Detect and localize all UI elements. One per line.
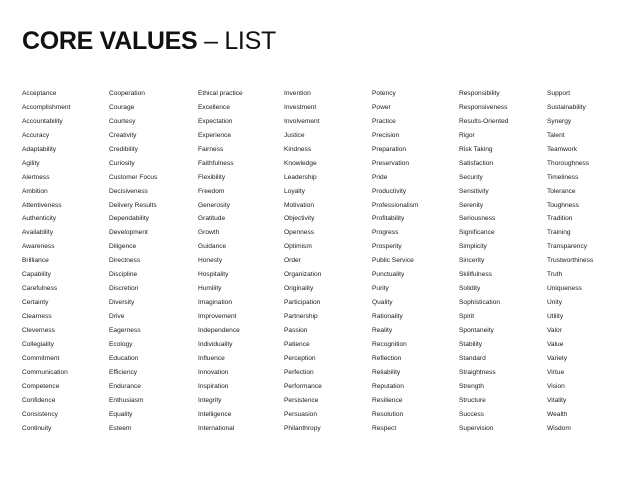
value-item: Sensitivity [459,187,489,195]
value-item: Valor [547,326,562,334]
title-main: CORE VALUES [22,27,198,55]
value-item: Humility [198,285,222,293]
value-item: Responsiveness [459,103,508,111]
value-item: Wisdom [547,424,571,432]
value-item: Spirit [459,313,475,320]
value-item: Punctuality [372,271,405,279]
value-item: Rationality [372,313,403,320]
values-row [22,394,632,408]
value-item: Public Service [372,257,414,265]
values-row [22,408,632,422]
values-row [22,310,632,324]
value-item: Profitability [372,215,405,223]
value-item: Security [459,173,483,181]
value-item: Leadership [284,173,317,181]
value-item: Cleverness [22,326,55,334]
value-item: Ecology [109,340,133,348]
value-item: Honesty [198,257,223,265]
value-item: Continuity [22,424,52,432]
value-item: Productivity [372,187,407,195]
value-item: Clearness [22,313,52,320]
value-item: Endurance [109,382,141,390]
value-item: Progress [372,229,399,237]
value-item: Credibility [109,145,138,153]
value-item: Participation [284,299,321,307]
value-item: Quality [372,299,393,307]
value-item: Certainty [22,299,49,307]
value-item: Significance [459,229,495,237]
value-item: Optimism [284,243,312,251]
value-item: Innovation [198,368,229,376]
value-item: Standard [459,354,486,362]
value-item: Simplicity [459,243,487,251]
value-item: Strength [459,382,484,390]
value-item: Agility [22,159,40,167]
value-item: Commitment [22,354,60,362]
value-item: Resolution [372,410,404,418]
value-item: Reflection [372,354,402,362]
value-item: Results-Oriented [459,117,509,125]
value-item: Integrity [198,396,222,404]
value-item: Synergy [547,117,572,125]
values-row [22,296,632,310]
value-item: Faithfulness [198,159,234,167]
value-item: Consistency [22,410,58,418]
values-row [22,324,632,338]
values-row [22,282,632,296]
value-item: Accountability [22,117,63,125]
value-item: Persuasion [284,410,317,418]
value-item: Communication [22,368,68,376]
value-item: Talent [547,131,565,139]
values-row [22,226,632,240]
value-item: Justice [284,131,305,139]
value-item: Loyalty [284,187,305,195]
value-item: Decisiveness [109,187,148,195]
value-item: Curiosity [109,159,135,167]
values-row [22,115,632,129]
value-item: Dependability [109,215,149,223]
value-item: Straightness [459,368,496,376]
value-item: Excellence [198,103,230,111]
value-item: Unity [547,299,563,307]
value-item: International [198,424,235,432]
value-item: Flexibility [198,173,226,181]
values-row [22,199,632,213]
value-item: Sincerity [459,257,485,265]
value-item: Tolerance [547,187,576,195]
value-item: Precision [372,131,400,139]
value-item: Efficiency [109,368,138,376]
value-item: Reputation [372,382,404,390]
value-item: Capability [22,271,51,279]
value-item: Perfection [284,368,314,376]
value-item: Organization [284,271,322,279]
value-item: Recognition [372,340,407,348]
value-item: Stability [459,340,483,348]
value-item: Cooperation [109,90,145,97]
value-item: Brilliance [22,257,49,265]
value-item: Growth [198,229,220,237]
values-row [22,380,632,394]
value-item: Variety [547,354,568,362]
value-item: Diligence [109,243,137,251]
value-item: Awareness [22,243,55,251]
value-item: Improvement [198,313,237,320]
value-item: Development [109,229,148,237]
value-item: Enthusiasm [109,396,144,404]
value-item: Influence [198,354,225,362]
value-item: Acceptance [22,90,57,97]
value-item: Customer Focus [109,173,158,181]
value-item: Inspiration [198,382,229,390]
value-item: Wealth [547,410,568,418]
value-item: Supervision [459,424,494,432]
values-row [22,352,632,366]
value-item: Preparation [372,145,407,153]
value-item: Risk Taking [459,145,493,153]
value-item: Purity [372,285,389,293]
value-item: Performance [284,382,322,390]
value-item: Transparency [547,243,588,251]
value-item: Generosity [198,201,230,209]
values-row [22,87,632,101]
value-item: Solidity [459,285,481,293]
value-item: Sophistication [459,299,501,307]
value-item: Alertness [22,173,50,181]
value-item: Toughness [547,201,579,209]
values-row [22,129,632,143]
value-item: Courtesy [109,117,136,125]
value-item: Philanthropy [284,424,321,432]
value-item: Skillfulness [459,271,492,279]
value-item: Thoroughness [547,159,590,167]
value-item: Success [459,410,484,418]
values-row [22,366,632,380]
value-item: Serenity [459,201,484,209]
values-row [22,338,632,352]
value-item: Collegiality [22,340,54,348]
value-item: Drive [109,313,125,320]
value-item: Uniqueness [547,285,582,293]
value-item: Responsibility [459,90,500,97]
value-item: Virtue [547,368,565,376]
value-item: Pride [372,173,388,181]
values-row [22,240,632,254]
value-item: Spontaneity [459,326,494,334]
value-item: Support [547,90,571,97]
value-item: Diversity [109,299,135,307]
value-item: Freedom [198,187,225,195]
value-item: Structure [459,396,486,404]
value-item: Equality [109,410,133,418]
value-item: Delivery Results [109,201,157,209]
value-item: Ambition [22,187,48,195]
value-item: Fairness [198,145,224,153]
values-row [22,422,632,436]
value-item: Persistence [284,396,319,404]
value-item: Seriousness [459,215,496,223]
values-row [22,157,632,171]
value-item: Education [109,354,139,362]
value-item: Originality [284,285,314,293]
value-item: Tradition [547,215,573,223]
value-item: Knowledge [284,159,317,167]
value-item: Truth [547,271,563,279]
value-item: Confidence [22,396,56,404]
value-item: Attentiveness [22,201,62,209]
value-item: Experience [198,131,231,139]
value-item: Discretion [109,285,139,293]
value-item: Resilience [372,396,403,404]
value-item: Respect [372,424,397,432]
value-item: Intelligence [198,410,232,418]
value-item: Invention [284,90,311,97]
value-item: Timeliness [547,173,579,181]
value-item: Authenticity [22,215,57,223]
value-item: Professionalism [372,201,419,209]
value-item: Vision [547,382,565,390]
value-item: Passion [284,326,308,334]
values-row [22,171,632,185]
values-grid [22,87,632,435]
value-item: Hospitality [198,271,229,279]
values-row [22,143,632,157]
value-item: Rigor [459,131,475,139]
value-item: Independence [198,326,240,334]
value-item: Partnership [284,313,318,320]
value-item: Objectivity [284,215,315,223]
values-row [22,185,632,199]
value-item: Ethical practice [198,90,243,97]
page-title [22,26,276,56]
value-item: Individuality [198,340,233,348]
value-item: Creativity [109,131,137,139]
title-suffix: – LIST [197,27,276,55]
value-item: Reliability [372,368,401,376]
value-item: Kindness [284,145,312,153]
value-item: Perception [284,354,316,362]
value-item: Order [284,257,301,265]
value-item: Carefulness [22,285,58,293]
value-item: Power [372,103,391,111]
value-item: Trustworthiness [547,257,594,265]
value-item: Accuracy [22,131,50,139]
value-item: Gratitude [198,215,226,223]
value-item: Teamwork [547,145,578,153]
value-item: Eagerness [109,326,141,334]
value-item: Courage [109,103,135,111]
value-item: Sustainability [547,103,586,111]
value-item: Value [547,340,564,348]
value-item: Patience [284,340,310,348]
value-item: Vitality [547,396,567,404]
value-item: Practice [372,117,396,125]
value-item: Involvement [284,117,320,125]
value-item: Adaptability [22,145,57,153]
value-item: Openness [284,229,315,237]
value-item: Imagination [198,299,233,307]
value-item: Accomplishment [22,103,71,111]
values-row [22,268,632,282]
value-item: Potency [372,90,396,97]
value-item: Investment [284,103,317,111]
value-item: Guidance [198,243,227,251]
value-item: Motivation [284,201,315,209]
value-item: Prosperity [372,243,402,251]
value-item: Reality [372,326,393,334]
value-item: Discipline [109,271,138,279]
values-row [22,212,632,226]
value-item: Training [547,229,571,237]
values-row [22,254,632,268]
value-item: Utility [547,313,564,320]
value-item: Esteem [109,424,132,432]
value-item: Preservation [372,159,410,167]
value-item: Directness [109,257,141,265]
value-item: Availability [22,229,54,237]
value-item: Satisfaction [459,159,494,167]
value-item: Competence [22,382,60,390]
values-row [22,101,632,115]
value-item: Expectation [198,117,233,125]
